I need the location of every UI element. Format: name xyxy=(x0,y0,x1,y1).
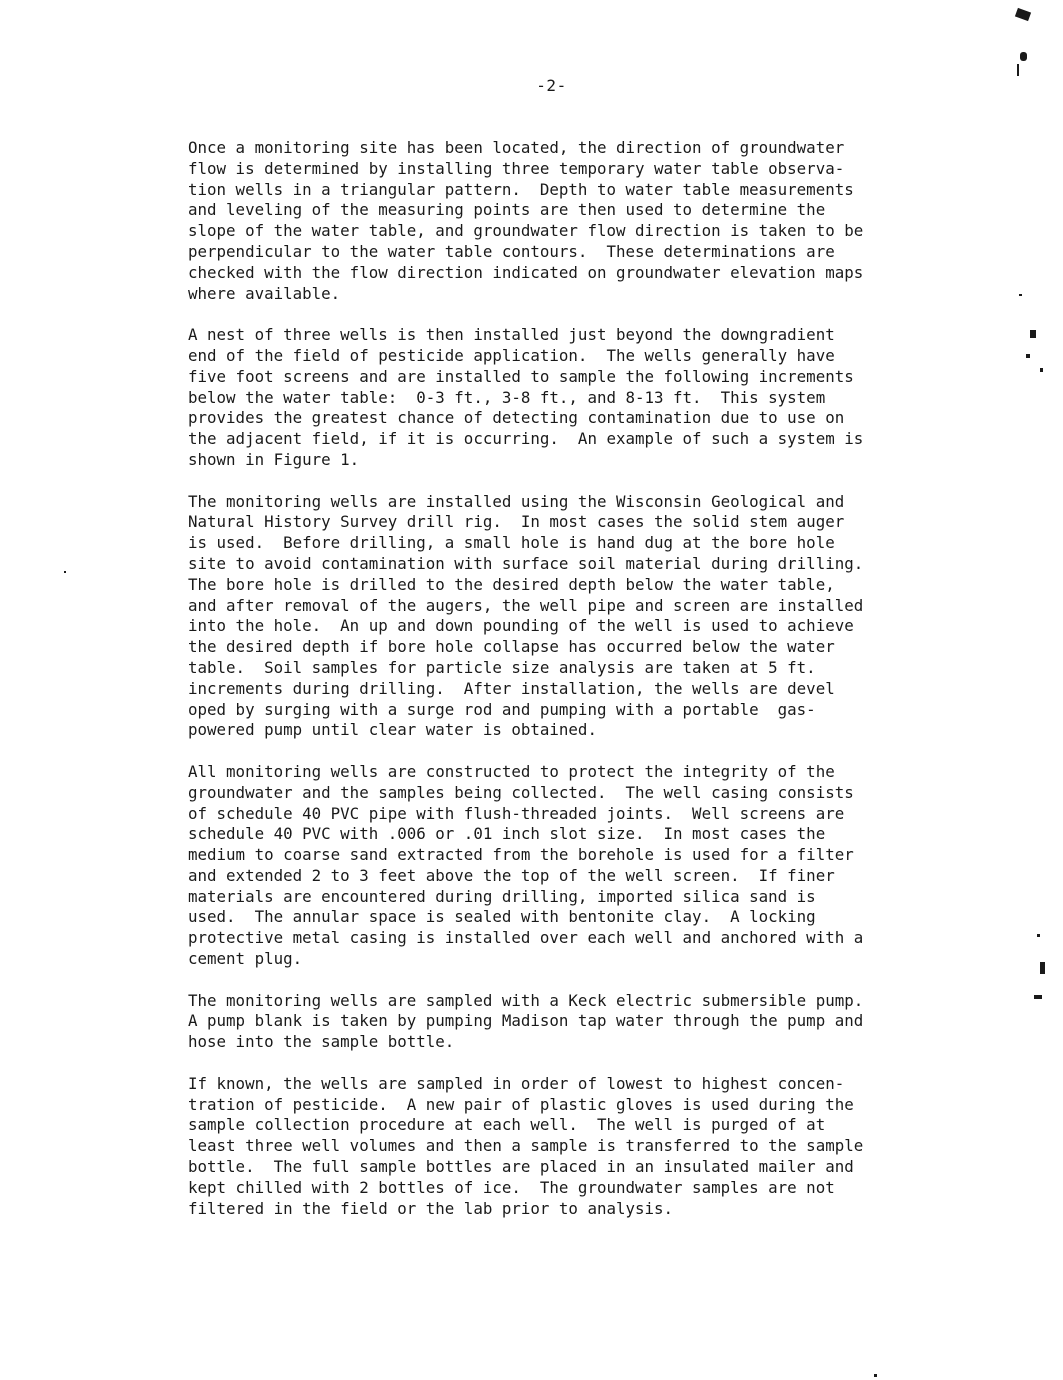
paragraph-well-construction xyxy=(188,762,948,970)
text-line: kept chilled with 2 bottles of ice. The groundwater samples are not xyxy=(188,1177,835,1197)
text-line: The bore hole is drilled to the desired depth below the water table, xyxy=(188,574,835,594)
text-line: flow is determined by installing three temporary water table observa- xyxy=(188,158,845,178)
text-line: filtered in the field or the lab prior to analysis. xyxy=(188,1198,674,1218)
text-line: tration of pesticide. A new pair of plastic gloves is used during the xyxy=(188,1094,854,1114)
text-line: Once a monitoring site has been located, the direction of groundwater xyxy=(188,138,845,157)
text-line: hose into the sample bottle. xyxy=(188,1032,455,1052)
text-line: the desired depth if bore hole collapse has occurred below the water xyxy=(188,637,835,657)
text-line: sample collection procedure at each well. The well is purged of at xyxy=(188,1115,826,1135)
text-line: If known, the wells are sampled in order of lowest to highest concen- xyxy=(188,1073,845,1093)
text-line: shown in Figure 1. xyxy=(188,449,360,469)
text-line: and extended 2 to 3 feet above the top of the well screen. If finer xyxy=(188,865,835,885)
text-line: bottle. The full sample bottles are placed in an insulated mailer and xyxy=(188,1157,854,1177)
scan-speck xyxy=(1040,368,1043,372)
text-line: used. The annular space is sealed with bentonite clay. A locking xyxy=(188,907,816,927)
scan-speck xyxy=(1037,934,1040,937)
text-line: All monitoring wells are constructed to protect the integrity of the xyxy=(188,761,835,781)
text-line: is used. Before drilling, a small hole is hand dug at the bore hole xyxy=(188,533,835,553)
text-line: table. Soil samples for particle size analysis are taken at 5 ft. xyxy=(188,657,816,677)
scan-speck xyxy=(1017,64,1019,76)
text-line: A nest of three wells is then installed just beyond the downgradient xyxy=(188,325,835,345)
scan-speck xyxy=(64,571,66,573)
text-line: site to avoid contamination with surface soil material during drilling. xyxy=(188,553,864,573)
text-line: least three well volumes and then a sample is transferred to the sample xyxy=(188,1136,864,1156)
text-line: tion wells in a triangular pattern. Depth to water table measurements xyxy=(188,179,854,199)
paragraph-well-nest xyxy=(188,325,948,471)
text-line: into the hole. An up and down pounding of the well is used to achieve xyxy=(188,616,854,636)
scan-speck xyxy=(1020,52,1027,61)
text-line: perpendicular to the water table contours. These determinations are xyxy=(188,241,835,261)
paragraph-sampling-pump xyxy=(188,991,948,1053)
text-line: The monitoring wells are sampled with a Keck electric submersible pump. xyxy=(188,990,864,1010)
text-line: where available. xyxy=(188,283,341,303)
text-line: slope of the water table, and groundwater flow direction is taken to be xyxy=(188,221,864,241)
text-line: protective metal casing is installed over each well and anchored with a xyxy=(188,928,864,948)
text-line: cement plug. xyxy=(188,949,303,969)
text-line: powered pump until clear water is obtained. xyxy=(188,720,597,740)
scan-speck xyxy=(1026,354,1030,358)
scan-speck xyxy=(874,1374,877,1377)
text-line: materials are encountered during drilling, imported silica sand is xyxy=(188,886,816,906)
scan-speck xyxy=(1015,8,1031,21)
text-line: oped by surging with a surge rod and pumping with a portable gas- xyxy=(188,699,816,719)
text-line: The monitoring wells are installed using the Wisconsin Geological and xyxy=(188,491,845,511)
text-line: and leveling of the measuring points are then used to determine the xyxy=(188,200,826,220)
text-line: increments during drilling. After installation, the wells are devel xyxy=(188,678,835,698)
text-line: schedule 40 PVC with .006 or .01 inch slot size. In most cases the xyxy=(188,824,826,844)
text-line: five foot screens and are installed to sample the following increments xyxy=(188,366,854,386)
paragraph-site-flow-direction xyxy=(188,138,948,304)
text-line: A pump blank is taken by pumping Madison tap water through the pump and xyxy=(188,1011,864,1031)
paragraph-sampling-order xyxy=(188,1074,948,1220)
text-line: the adjacent field, if it is occurring. An example of such a system is xyxy=(188,429,864,449)
scan-speck xyxy=(1030,330,1036,338)
scan-speck xyxy=(1019,294,1022,296)
paragraph-well-installation xyxy=(188,492,948,742)
text-line: provides the greatest chance of detecting contamination due to use on xyxy=(188,408,845,428)
scan-speck xyxy=(1040,962,1045,974)
page-number: -2- xyxy=(536,76,567,95)
text-line: of schedule 40 PVC pipe with flush-threaded joints. Well screens are xyxy=(188,803,845,823)
text-line: Natural History Survey drill rig. In most cases the solid stem auger xyxy=(188,512,845,532)
text-line: and after removal of the augers, the well pipe and screen are installed xyxy=(188,595,864,615)
document-body xyxy=(188,138,948,1240)
text-line: medium to coarse sand extracted from the borehole is used for a filter xyxy=(188,845,854,865)
text-line: groundwater and the samples being collected. The well casing consists xyxy=(188,782,854,802)
text-line: end of the field of pesticide application. The wells generally have xyxy=(188,345,835,365)
text-line: below the water table: 0-3 ft., 3-8 ft., and 8-13 ft. This system xyxy=(188,387,826,407)
text-line: checked with the flow direction indicated on groundwater elevation maps xyxy=(188,262,864,282)
scan-speck xyxy=(1034,995,1042,999)
